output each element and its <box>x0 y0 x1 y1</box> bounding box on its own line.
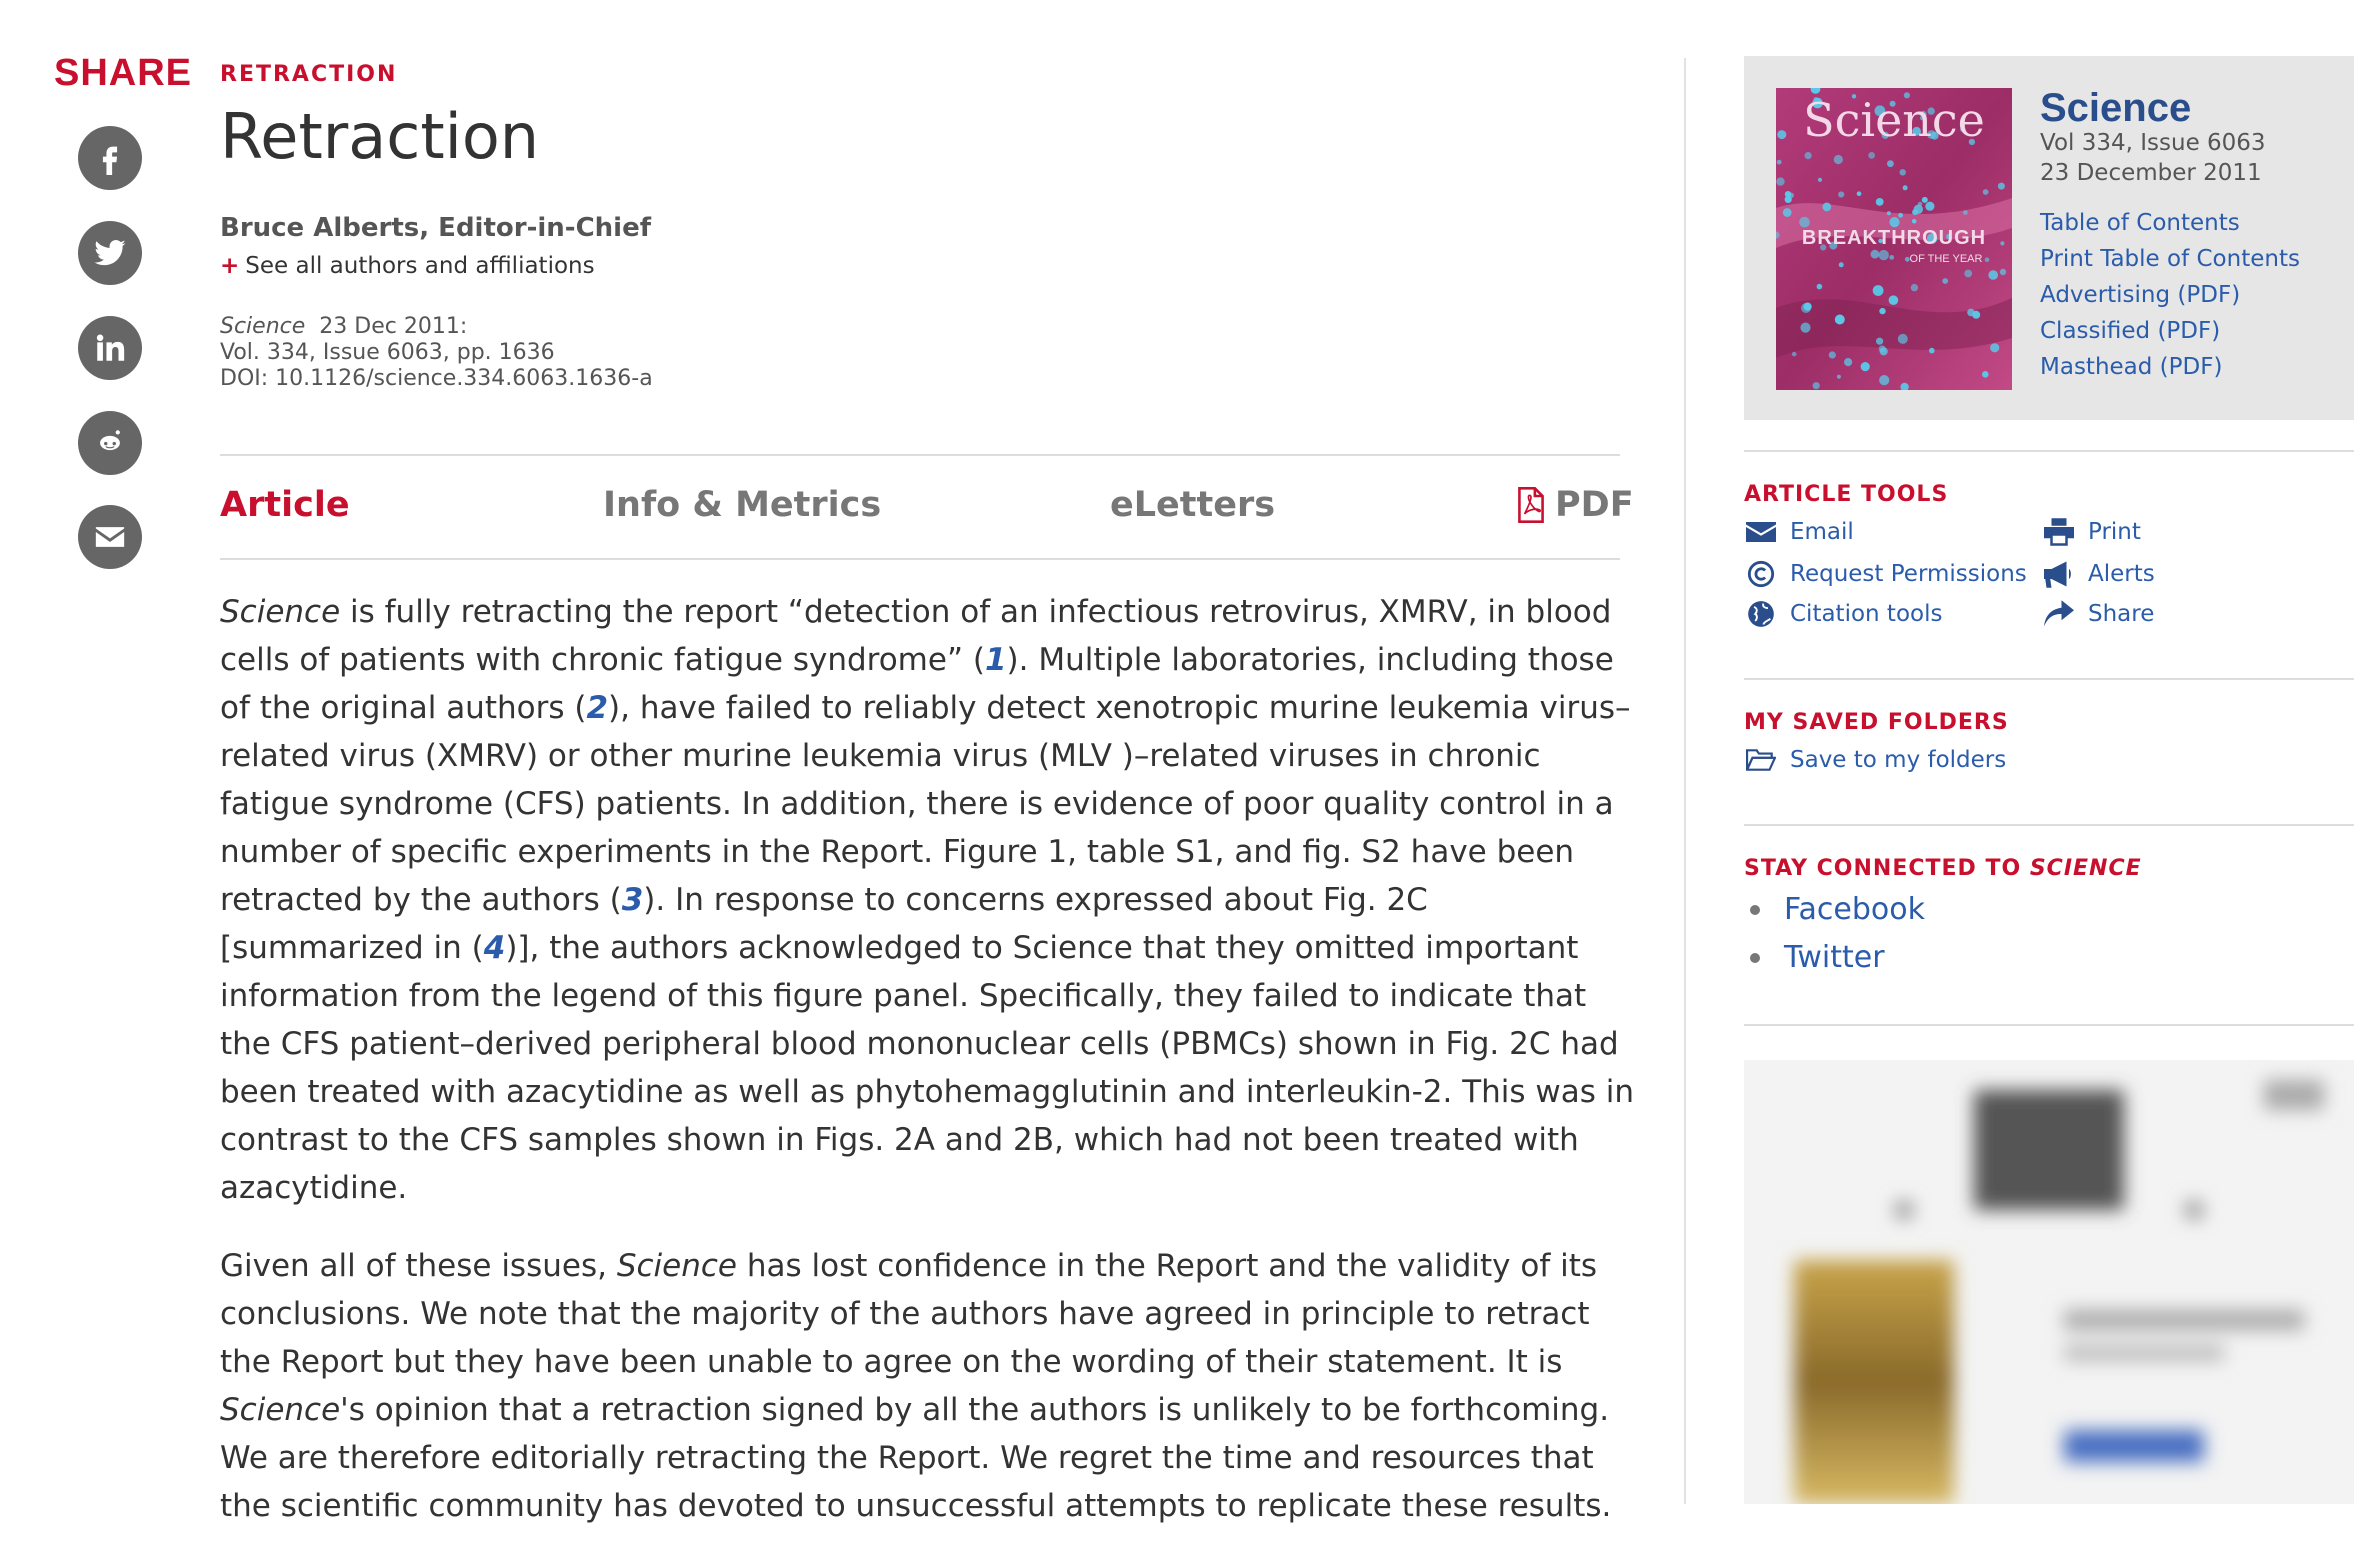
tab-pdf-label: PDF <box>1555 485 1634 525</box>
reference-link-3[interactable]: 3 <box>621 882 644 918</box>
body-text: 's opinion that a retraction signed by all the authors is unlikely to be forthcoming. We are therefore editorially retracting the Report. We regret the time and resources that the scientific community has devoted to unsuccessful attempts to replicate these results. <box>220 1392 1612 1524</box>
cover-subtitle: BREAKTHROUGH <box>1801 227 1987 249</box>
tool-citation[interactable] <box>1746 600 1942 628</box>
body-text: ). In response to concerns expressed about Fig. 2C [summarized in ( <box>220 882 1428 966</box>
article-title: Retraction <box>220 100 540 173</box>
plus-icon: + <box>220 253 240 279</box>
tool-share[interactable] <box>2044 600 2154 628</box>
save-to-folders-link[interactable] <box>1746 746 2006 774</box>
body-text: )], the authors acknowledged to Science that they omitted important information from the legend of this figure panel. Specifically, they failed to indicate that the CFS patient–derived peripheral blood mononuclear cells (PBMCs) shown in Fig. 2C had been treated with azacytidine as well as phytohemagglutinin and interleukin-2. This was in contrast to the CFS samples shown in Figs. 2A and 2B, which had not been treated with azacytidine. <box>220 930 1635 1206</box>
tool-email[interactable] <box>1746 518 1854 546</box>
body-text: ). Multiple laboratories, including those of the original authors ( <box>220 642 1614 726</box>
article-tools-heading: ARTICLE TOOLS <box>1744 482 1949 507</box>
share-email-button[interactable] <box>78 505 142 569</box>
article-kicker: RETRACTION <box>220 62 398 87</box>
megaphone-icon <box>2044 560 2074 588</box>
printer-icon <box>2044 518 2074 546</box>
stay-connected-prefix: STAY CONNECTED TO <box>1744 856 2030 881</box>
issue-journal-name[interactable]: Science <box>2040 86 2192 130</box>
facebook-icon <box>93 141 127 175</box>
issue-volume: Vol 334, Issue 6063 <box>2040 130 2266 156</box>
sidebar-divider <box>1744 1024 2354 1026</box>
tabs-top-divider <box>220 454 1620 456</box>
cover-title: Science <box>1803 93 1985 147</box>
citation-doi: DOI: 10.1126/science.334.6063.1636-a <box>220 366 653 391</box>
cover-illustration <box>1776 88 2012 390</box>
stay-connected-journal: SCIENCE <box>2029 856 2142 881</box>
citation-journal: Science <box>220 314 306 339</box>
advertising-pdf-link[interactable]: Advertising (PDF) <box>2040 282 2241 308</box>
column-divider <box>1684 58 1686 1504</box>
body-text: ), have failed to reliably detect xenotropic murine leukemia virus–related virus (XMRV) or other murine leukemia virus (MLV )–related viruses in chronic fatigue syndrome (CFS) patients. In addition, there is evidence of poor quality control in a number of specific experiments in the Report. Figure 1, table S1, and fig. S2 have been retracted by the authors ( <box>220 690 1631 918</box>
cover-subtitle-2: OF THE YEAR <box>1909 253 1983 265</box>
sidebar-divider <box>1744 824 2354 826</box>
tool-print[interactable] <box>2044 518 2141 546</box>
tabs-bottom-divider <box>220 558 1620 560</box>
journal-name-inline: Science <box>220 594 341 630</box>
classified-pdf-link[interactable]: Classified (PDF) <box>2040 318 2221 344</box>
masthead-pdf-link[interactable]: Masthead (PDF) <box>2040 354 2223 380</box>
linkedin-icon <box>93 331 127 365</box>
citation-date: 23 Dec 2011: <box>319 314 468 339</box>
tool-share-label: Share <box>2088 601 2155 627</box>
share-arrow-icon <box>2044 600 2074 628</box>
article-body <box>220 588 1640 1560</box>
tool-request-permissions-label: Request Permissions <box>1790 561 2027 587</box>
share-reddit-button[interactable] <box>78 411 142 475</box>
reddit-icon <box>93 426 127 460</box>
ad-image <box>1744 1060 2354 1504</box>
reference-link-1[interactable]: 1 <box>984 642 1007 678</box>
body-paragraph-1 <box>220 588 1640 1212</box>
tab-eletters[interactable]: eLetters <box>1110 485 1276 525</box>
twitter-label: Twitter <box>1784 940 1885 975</box>
tab-pdf[interactable] <box>1515 485 1634 525</box>
share-twitter-button[interactable] <box>78 221 142 285</box>
body-paragraph-2 <box>220 1242 1640 1530</box>
affiliations-label: See all authors and affiliations <box>245 253 595 279</box>
facebook-link[interactable] <box>1744 892 1925 927</box>
body-text: Given all of these issues, <box>220 1248 617 1284</box>
tab-article[interactable]: Article <box>220 485 350 525</box>
saved-folders-heading: MY SAVED FOLDERS <box>1744 710 2009 735</box>
email-icon <box>93 520 127 554</box>
folder-open-icon <box>1746 746 1776 774</box>
share-linkedin-button[interactable] <box>78 316 142 380</box>
copyright-icon <box>1746 560 1776 588</box>
facebook-label: Facebook <box>1784 892 1925 927</box>
bullet-icon <box>1750 905 1760 915</box>
print-toc-link[interactable]: Print Table of Contents <box>2040 246 2300 272</box>
citation-meta <box>220 314 653 392</box>
advertisement-blurred[interactable] <box>1744 1060 2354 1504</box>
body-text: is fully retracting the report “detection of an infectious retrovirus, XMRV, in blood cells of patients with chronic fatigue syndrome” ( <box>220 594 1612 678</box>
reference-link-4[interactable]: 4 <box>483 930 506 966</box>
toc-link[interactable]: Table of Contents <box>2040 210 2240 236</box>
stay-connected-heading <box>1744 856 2142 881</box>
pdf-icon <box>1515 487 1547 523</box>
tool-alerts[interactable] <box>2044 560 2155 588</box>
issue-cover-image[interactable] <box>1776 88 2012 390</box>
article-author: Bruce Alberts, Editor-in-Chief <box>220 213 652 243</box>
tool-email-label: Email <box>1790 519 1854 545</box>
issue-date: 23 December 2011 <box>2040 160 2262 186</box>
journal-name-inline: Science <box>220 1392 341 1428</box>
journal-name-inline: Science <box>616 1248 737 1284</box>
globe-icon <box>1746 600 1776 628</box>
share-facebook-button[interactable] <box>78 126 142 190</box>
share-label: SHARE <box>54 52 193 94</box>
affiliations-link[interactable] <box>220 253 595 279</box>
tool-print-label: Print <box>2088 519 2141 545</box>
body-text: has lost confidence in the Report and the validity of its conclusions. We note that the majority of the authors have agreed in principle to retract the Report but they have been unable to agree on the wording of their statement. It is <box>220 1248 1598 1380</box>
twitter-link[interactable] <box>1744 940 1885 975</box>
citation-volume: Vol. 334, Issue 6063, pp. 1636 <box>220 340 555 365</box>
tool-alerts-label: Alerts <box>2088 561 2155 587</box>
bullet-icon <box>1750 953 1760 963</box>
tool-request-permissions[interactable] <box>1746 560 2027 588</box>
tool-citation-label: Citation tools <box>1790 601 1943 627</box>
reference-link-2[interactable]: 2 <box>586 690 609 726</box>
envelope-icon <box>1746 518 1776 546</box>
tab-info-metrics[interactable]: Info & Metrics <box>603 485 882 525</box>
twitter-icon <box>93 236 127 270</box>
sidebar-divider <box>1744 678 2354 680</box>
sidebar-divider <box>1744 450 2354 452</box>
save-to-folders-label: Save to my folders <box>1790 747 2007 773</box>
